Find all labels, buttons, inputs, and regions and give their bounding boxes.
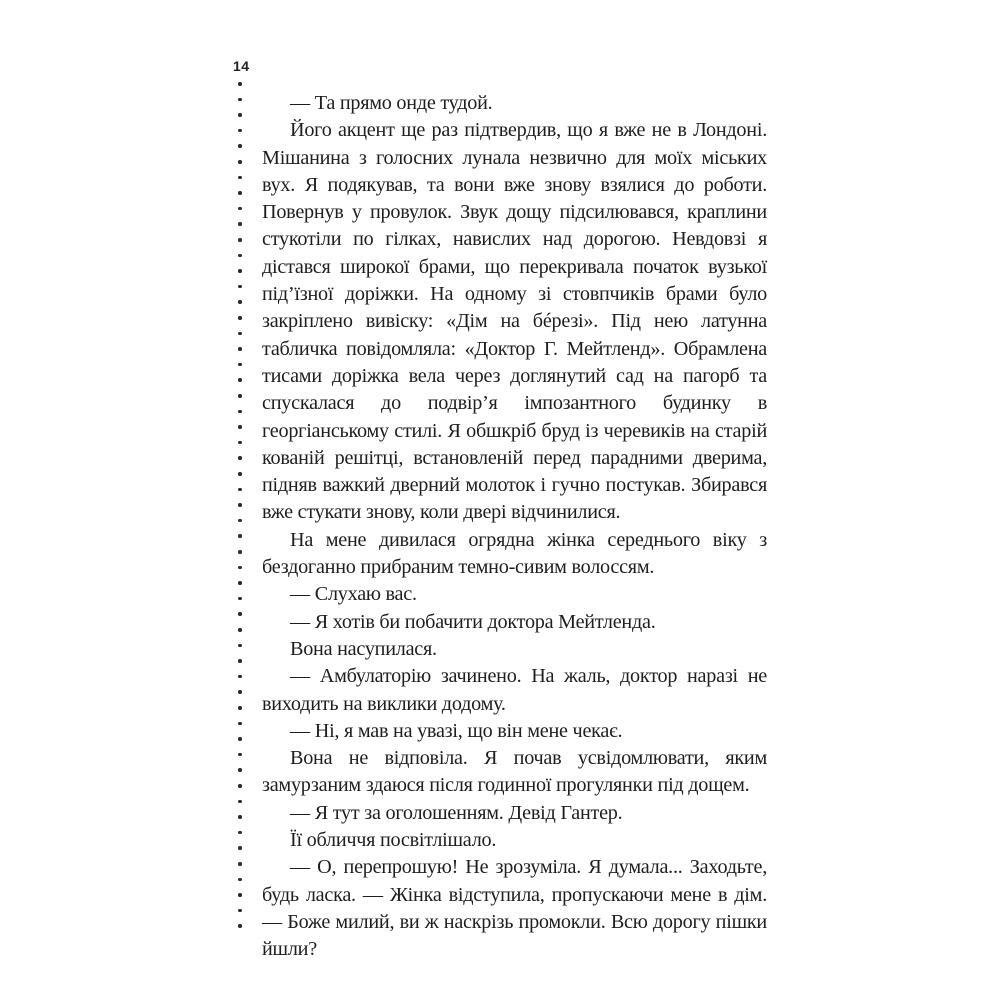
margin-dot bbox=[238, 784, 242, 788]
margin-dot bbox=[238, 659, 242, 663]
margin-dot bbox=[238, 893, 242, 897]
margin-dot bbox=[238, 675, 242, 679]
margin-dot bbox=[238, 488, 242, 492]
margin-dot bbox=[238, 394, 242, 398]
margin-dot bbox=[238, 441, 242, 445]
paragraph-5: — Я хотів би побачити доктора Мейтленда. bbox=[290, 610, 656, 633]
margin-dot bbox=[238, 800, 242, 804]
margin-dot bbox=[238, 753, 242, 757]
margin-dot bbox=[238, 456, 242, 460]
margin-dot bbox=[238, 550, 242, 554]
margin-dot bbox=[238, 129, 242, 133]
margin-dot bbox=[238, 644, 242, 648]
margin-dot bbox=[238, 316, 242, 320]
margin-dot bbox=[238, 581, 242, 585]
paragraph-4: — Слухаю вас. bbox=[290, 583, 417, 606]
margin-dot bbox=[238, 722, 242, 726]
margin-dot bbox=[238, 254, 242, 258]
margin-dot bbox=[238, 690, 242, 694]
margin-dot bbox=[238, 144, 242, 148]
dotted-margin-rule bbox=[238, 82, 244, 942]
margin-dot bbox=[238, 113, 242, 117]
page-number: 14 bbox=[233, 58, 250, 74]
margin-dot bbox=[238, 238, 242, 242]
margin-dot bbox=[238, 300, 242, 304]
margin-dot bbox=[238, 909, 242, 913]
paragraph-11: Її обличчя посвітлішало. bbox=[290, 829, 497, 852]
margin-dot bbox=[238, 332, 242, 336]
margin-dot bbox=[238, 628, 242, 632]
margin-dot bbox=[238, 815, 242, 819]
margin-dot bbox=[238, 612, 242, 616]
margin-dot bbox=[238, 878, 242, 882]
margin-dot bbox=[238, 176, 242, 180]
margin-dot bbox=[238, 363, 242, 367]
body-text bbox=[262, 90, 767, 964]
margin-dot bbox=[238, 519, 242, 523]
margin-dot bbox=[238, 269, 242, 273]
margin-dot bbox=[238, 98, 242, 102]
paragraph-7: — Амбулаторію зачинено. На жаль, доктор наразі не виходить на виклики додому. bbox=[262, 665, 767, 715]
paragraph-10: — Я тут за оголошенням. Девід Гантер. bbox=[290, 801, 623, 824]
paragraph-8: — Ні, я мав на увазі, що він мене чекає. bbox=[290, 719, 623, 742]
margin-dot bbox=[238, 472, 242, 476]
margin-dot bbox=[238, 82, 242, 86]
margin-dot bbox=[238, 347, 242, 351]
margin-dot bbox=[238, 831, 242, 835]
paragraph-9: Вона не відповіла. Я почав усвідомлювати, яким замурзаним здаюся після годинної прогулянки під дощем. bbox=[262, 747, 767, 797]
margin-dot bbox=[238, 410, 242, 414]
margin-dot bbox=[238, 222, 242, 226]
margin-dot bbox=[238, 191, 242, 195]
paragraph-2: Його акцент ще раз підтвердив, що я вже не в Лондоні. Мішанина з голосних лунала незвично для моїх міських вух. Я подякував, та вони вже знову взялися до роботи. Повернув у провулок. Звук дощу підсилювався, краплини стукотіли по гілках, навислих над дорогою. Невдовзі я дістався широкої брами, що перекривала початок вузької під’їзної доріжки. На одному зі стовпчиків брами було закріплено вивіску: «Дім на бéрезі». Під нею латунна табличка повідомляла: «Доктор Г. Мейтленд». Обрамлена тисами доріжка вела через доглянутий сад на пагорб та спускалася до подвір’я імпозантного будинку в георгіанському стилі. Я обшкріб бруд із черевиків на старій кованій решітці, встановленій перед парадними дверима, підняв важкий дверний молоток і гучно постукав. Збирався вже стукати знову, коли двері відчинилися. bbox=[262, 119, 767, 524]
margin-dot bbox=[238, 534, 242, 538]
margin-dot bbox=[238, 924, 242, 928]
paragraph-1: — Та прямо онде тудой. bbox=[290, 92, 493, 114]
margin-dot bbox=[238, 862, 242, 866]
margin-dot bbox=[238, 207, 242, 211]
margin-dot bbox=[238, 503, 242, 507]
margin-dot bbox=[238, 768, 242, 772]
paragraph-6: Вона насупилася. bbox=[290, 637, 437, 660]
margin-dot bbox=[238, 566, 242, 570]
margin-dot bbox=[238, 160, 242, 164]
margin-dot bbox=[238, 425, 242, 429]
margin-dot bbox=[238, 737, 242, 741]
margin-dot bbox=[238, 846, 242, 850]
margin-dot bbox=[238, 285, 242, 289]
paragraph-12: — О, перепрошую! Не зрозуміла. Я думала... Заходьте, будь ласка. — Жінка відступила, пропускаючи мене в дім. — Боже милий, ви ж наскрізь промокли. Всю дорогу пішки йшли? bbox=[262, 856, 767, 961]
margin-dot bbox=[238, 378, 242, 382]
margin-dot bbox=[238, 597, 242, 601]
margin-dot bbox=[238, 706, 242, 710]
paragraph-3: На мене дивилася огрядна жінка середнього віку з бездоганно прибраним темно-сивим волоссям. bbox=[262, 528, 767, 579]
